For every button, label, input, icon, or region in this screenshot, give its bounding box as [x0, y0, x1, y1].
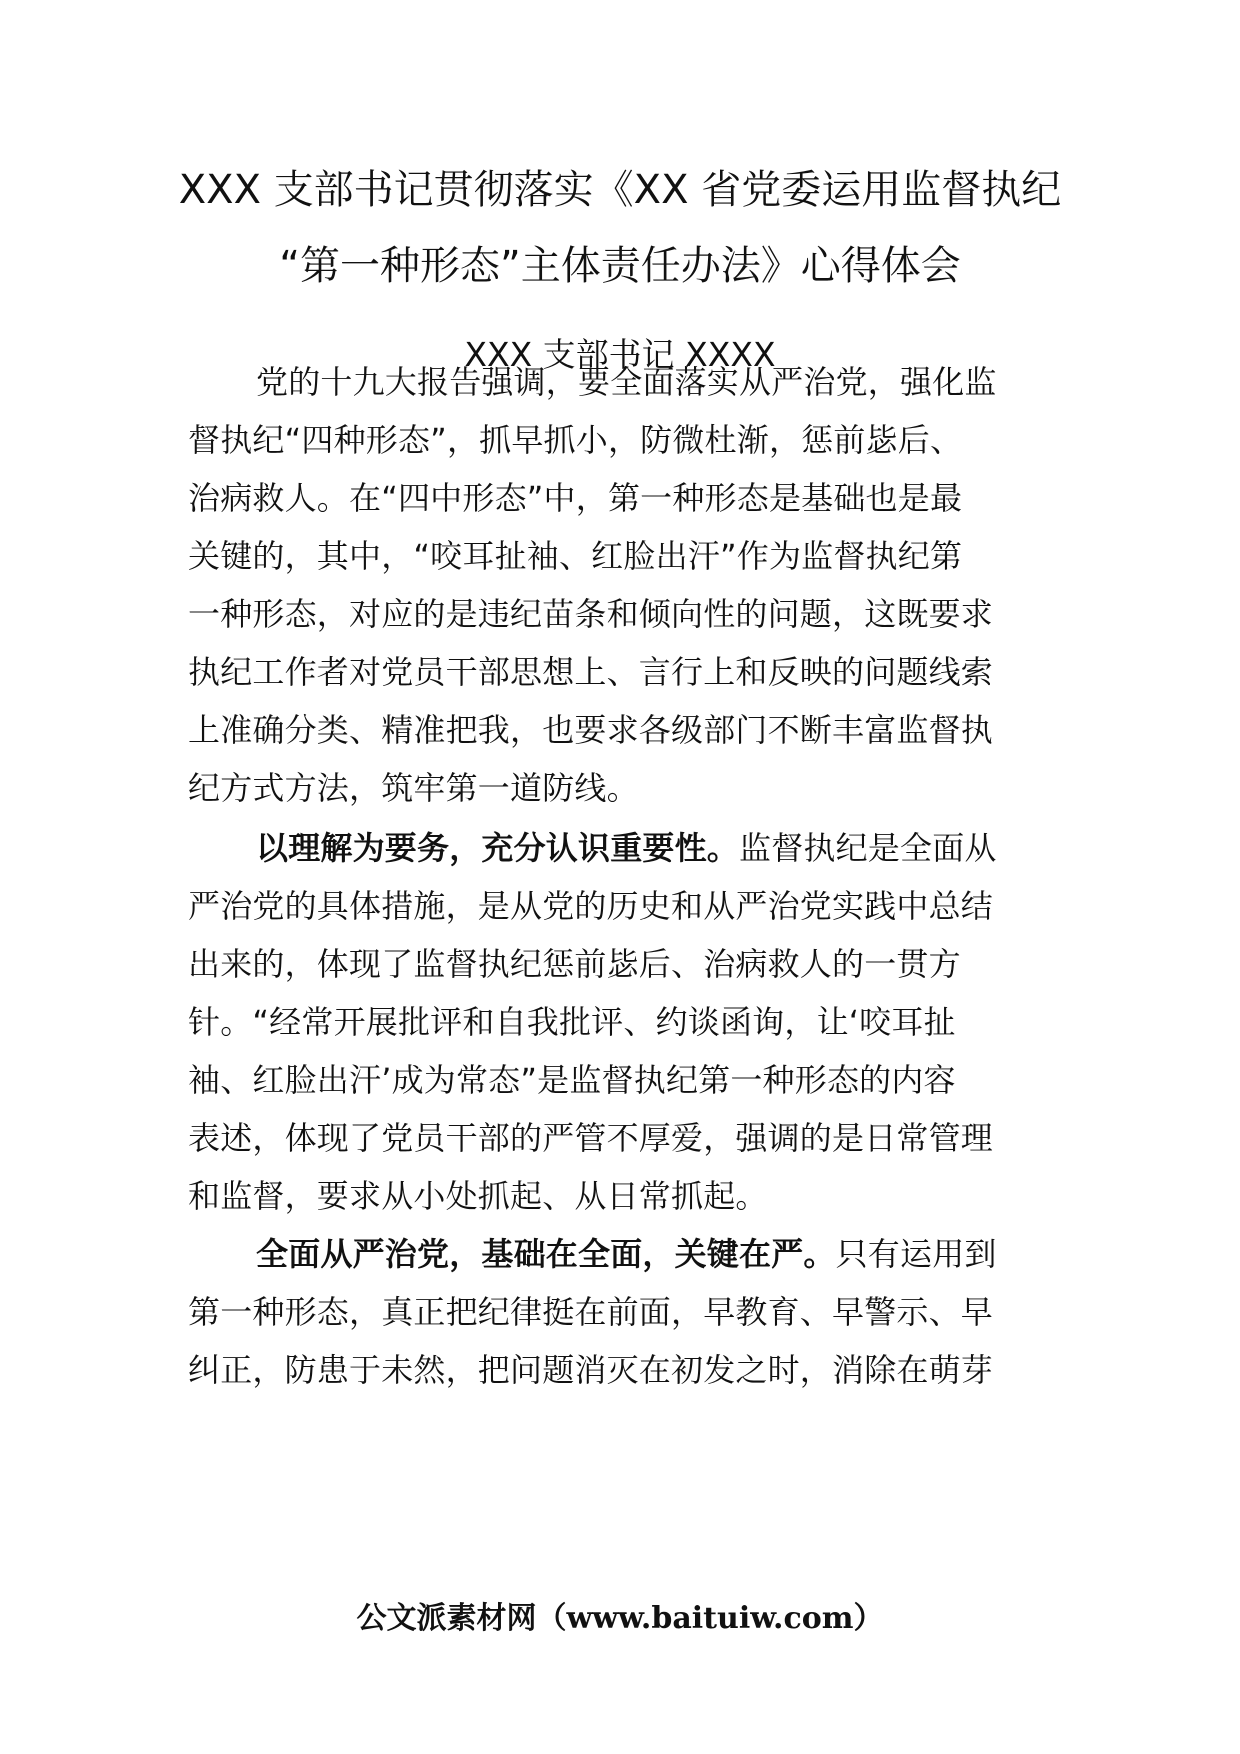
paragraph-2-first-line-rest: 监督执纪是全面从: [739, 829, 997, 867]
paragraph-2-line-4: 针。“经常开展批评和自我批评、约谈函询，让‘咬耳扯: [188, 1003, 956, 1041]
paragraph-3-first-line-rest: 只有运用到: [835, 1235, 997, 1273]
paragraph-1-line-3: 治病救人。在“四中形态”中，第一种形态是基础也是最: [188, 479, 963, 517]
paragraph-1-line-7: 上准确分类、精准把我，也要求各级部门不断丰富监督执: [188, 711, 994, 749]
paragraph-2-line-6: 表述，体现了党员干部的严管不厚爱，强调的是日常管理: [188, 1119, 994, 1157]
paragraph-1-line-1: 党的十九大报告强调，要全面落实从严治党，强化监: [256, 363, 997, 401]
paragraph-3-heading: 全面从严治党，基础在全面，关键在严。: [256, 1235, 836, 1273]
paragraph-3-line-1: [256, 1229, 1088, 1279]
document-title-line-2: “第一种形态”主体责任办法》心得体会: [279, 243, 961, 289]
paragraph-2-line-3: 出来的，体现了监督执纪惩前毖后、治病救人的一贯方: [188, 945, 961, 983]
paragraph-2-heading: 以理解为要务，充分认识重要性。: [256, 829, 740, 867]
paragraph-1-line-6: 执纪工作者对党员干部思想上、言行上和反映的问题线索: [188, 653, 994, 691]
paragraph-2-line-2: 严治党的具体措施，是从党的历史和从严治党实践中总结: [188, 887, 994, 925]
paragraph-2-line-5: 袖、红脸出汗’成为常态”是监督执纪第一种形态的内容: [188, 1061, 956, 1099]
paragraph-3-line-3: 纠正，防患于未然，把问题消灭在初发之时，消除在萌芽: [188, 1351, 994, 1389]
paragraph-1-line-4: 关键的，其中，“咬耳扯袖、红脸出汗”作为监督执纪第: [188, 537, 963, 575]
paragraph-3-line-2: 第一种形态，真正把纪律挺在前面，早教育、早警示、早: [188, 1293, 994, 1331]
paragraph-2-line-7: 和监督，要求从小处抓起、从日常抓起。: [188, 1177, 768, 1215]
paragraph-1-line-2: 督执纪“四种形态”，抓早抓小，防微杜渐，惩前毖后、: [188, 421, 963, 459]
document-title-line-1: XXX 支部书记贯彻落实《XX 省党委运用监督执纪: [178, 167, 1062, 213]
paragraph-1-line-5: 一种形态，对应的是违纪苗条和倾向性的问题，这既要求: [188, 595, 994, 633]
paragraph-1-line-8: 纪方式方法，筑牢第一道防线。: [188, 769, 639, 807]
paragraph-2-line-1: [256, 823, 1088, 873]
footer-watermark-text: 公文派素材网（www.baituiw.com）: [356, 1601, 884, 1636]
author-line: XXX 支部书记 XXXX: [464, 335, 776, 374]
